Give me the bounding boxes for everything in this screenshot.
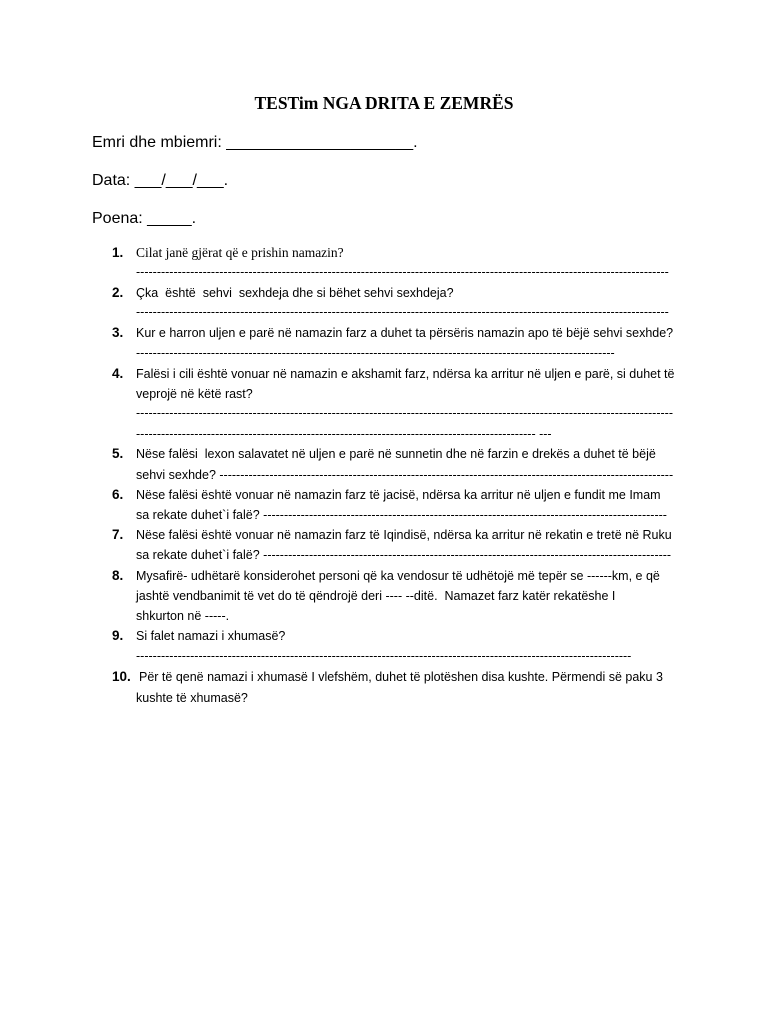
question-text-with-answer-line: sehvi sexhde? ------------------------------------------------------------------------------------------------------------- [136,468,674,482]
question-number: 5. [112,446,124,461]
answer-line: ------------------------------------------------------------------------------------------------ --- [136,427,552,441]
answer-line: --------------------------------------------------------------------------------------------------------------------------------- [136,406,673,420]
question-number: 8. [112,568,124,583]
question-text-with-answer-line: sa rekate duhet`i falë? -------------------------------------------------------------------------------------------------- [136,548,672,562]
points-field: Poena: _____. [92,210,197,227]
question-text: jashtë vendbanimit të vet do të qëndrojë deri ---- --ditë. Namazet farz katër rekatëshe I [136,589,616,603]
question-number: 1. [112,245,124,260]
question-number: 7. [112,527,124,542]
question-text: veprojë në këtë rast? [136,387,253,401]
question-number: 6. [112,487,124,502]
question-text: kushte të xhumasë? [136,691,248,705]
question-text: Si falet namazi i xhumasë? [136,629,286,643]
name-field: Emri dhe mbiemri: _____________________. [92,134,418,151]
page-title: TESTim NGA DRITA E ZEMRËS [254,93,514,113]
answer-line: -------------------------------------------------------------------------------------------------------------------------------- [136,305,669,319]
question-number: 10. [112,669,131,684]
question-text: Cilat janë gjërat që e prishin namazin? [136,245,344,260]
question-text: Çka është sehvi sexhdeja dhe si bëhet sehvi sexhdeja? [136,286,454,300]
answer-line: ------------------------------------------------------------------------------------------------------------------- [136,346,615,360]
question-text: Mysafirë- udhëtarë konsiderohet personi që ka vendosur të udhëtojë më tepër se ------km, e që [136,569,660,583]
question-text: Për të qenë namazi i xhumasë I vlefshëm, duhet të plotëshen disa kushte. Përmendi së paku 3 [139,670,663,684]
question-text-with-answer-line: sa rekate duhet`i falë? ------------------------------------------------------------------------------------------------- [136,508,667,522]
question-text: Kur e harron uljen e parë në namazin farz a duhet ta përsëris namazin apo të bëjë sehvi sexhde? [136,326,674,340]
question-text: Nëse falësi është vonuar në namazin farz të Iqindisë, ndërsa ka arritur në rekatin e tretë në Ruku [136,528,672,542]
date-field: Data: ___/___/___. [92,172,229,189]
answer-line: ----------------------------------------------------------------------------------------------------------------------- [136,649,632,663]
answer-line: -------------------------------------------------------------------------------------------------------------------------------- [136,265,669,279]
question-number: 4. [112,366,124,381]
question-number: 2. [112,285,124,300]
question-number: 9. [112,628,124,643]
question-text: Falësi i cili është vonuar në namazin e akshamit farz, ndërsa ka arritur në uljen e parë, si duhet të [136,367,675,381]
question-text: Nëse falësi lexon salavatet në uljen e parë në sunnetin dhe në farzin e drekës a duhet të bëjë [136,447,656,461]
question-text: Nëse falësi është vonuar në namazin farz të jacisë, ndërsa ka arritur në uljen e fundit me Imam [136,488,661,502]
question-number: 3. [112,325,124,340]
question-text: shkurton në -----. [136,609,230,623]
